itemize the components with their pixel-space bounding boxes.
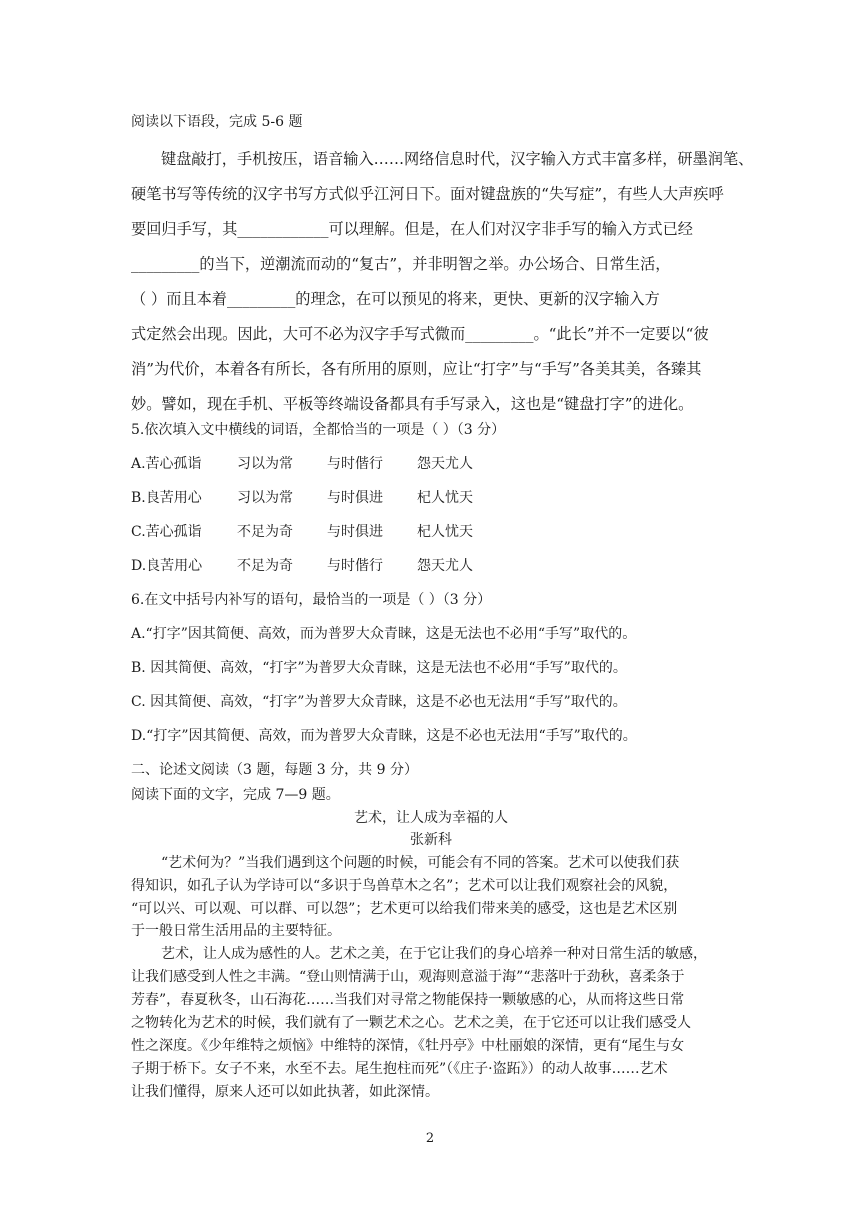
option-label: B.良苦用心 <box>131 490 202 506</box>
option-word: 杞人忧天 <box>417 524 473 540</box>
question-6-option-b: B. 因其简便、高效，“打字”为普罗大众青睐，这是无法也不必用“手写”取代的。 <box>131 660 627 676</box>
article-title: 艺术，让人成为幸福的人 <box>354 810 508 826</box>
article-author: 张新科 <box>410 832 452 848</box>
option-word: 与时偕行 <box>327 558 383 574</box>
passage-line: （ ）而且本着_________的理念，在可以预见的将来，更快、更新的汉字输入方 <box>131 290 660 308</box>
passage-line: _________的当下，逆潮流而动的“复古”，并非明智之举。办公场合、日常生活， <box>131 255 671 273</box>
passage-line: 要回归手写，其____________可以理解。但是，在人们对汉字非手写的输入方式已经 <box>131 220 693 238</box>
passage-line: 性之深度。《少年维特之烦恼》中维特的深情，《牡丹亭》中杜丽娘的深情，更有“尾生与女 <box>131 1038 685 1054</box>
passage-line: 之物转化为艺术的时候，我们就有了一颗艺术之心。艺术之美，在于它还可以让我们感受人 <box>131 1015 691 1031</box>
section-intro: 阅读下面的文字，完成 7—9 题。 <box>131 787 340 803</box>
option-label: A.苦心孤诣 <box>131 456 202 472</box>
passage-line: “艺术何为？”当我们遇到这个问题的时候，可能会有不同的答案。艺术可以使我们获 <box>161 855 680 871</box>
passage-line: 于一般日常生活用品的主要特征。 <box>131 923 341 939</box>
page-number: 2 <box>425 1131 435 1146</box>
question-6-stem: 6.在文中括号内补写的语句，最恰当的一项是（ ）（3 分） <box>131 592 492 608</box>
passage-line: “可以兴、可以观、可以群、可以怨”；艺术更可以给我们带来美的感受，这也是艺术区别 <box>131 901 678 917</box>
passage-line: 子期于桥下。女子不来，水至不去。尾生抱柱而死”（《庄子·盗跖》）的动人故事……艺术 <box>131 1061 668 1077</box>
passage-line: 让我们懂得，原来人还可以如此执著，如此深情。 <box>131 1084 439 1100</box>
option-word: 与时俱进 <box>327 524 383 540</box>
option-word: 习以为常 <box>237 456 293 472</box>
passage-line: 艺术，让人成为感性的人。艺术之美，在于它让我们的身心培养一种对日常生活的敏感， <box>161 946 707 962</box>
question-5-option-a <box>131 453 731 473</box>
passage-line: 式定然会出现。因此，大可不必为汉字手写式微而_________。“此长”并不一定要以“彼 <box>131 325 709 343</box>
passage-line: 键盘敲打，手机按压，语音输入……网络信息时代，汉字输入方式丰富多样，研墨润笔、 <box>161 150 754 168</box>
section-intro: 阅读以下语段，完成 5-6 题 <box>131 114 303 130</box>
passage-line: 硬笔书写等传统的汉字书写方式似乎江河日下。面对键盘族的“失写症”，有些人大声疾呼 <box>131 185 724 203</box>
question-5-stem: 5.依次填入文中横线的词语，全都恰当的一项是（ ）（3 分） <box>131 422 506 438</box>
option-label: D.良苦用心 <box>131 558 203 574</box>
question-5-option-b <box>131 487 731 507</box>
passage-line: 得知识，如孔子认为学诗可以“多识于鸟兽草木之名”；艺术可以让我们观察社会的风貌， <box>131 878 678 894</box>
question-5-option-c <box>131 521 731 541</box>
question-6-option-a: A.“打字”因其简便、高效，而为普罗大众青睐，这是无法也不必用“手写”取代的。 <box>131 626 637 642</box>
section-heading: 二、论述文阅读（3 题，每题 3 分，共 9 分） <box>131 762 418 778</box>
option-word: 不足为奇 <box>237 524 293 540</box>
passage-line: 妙。譬如，现在手机、平板等终端设备都具有手写录入，这也是“键盘打字”的进化。 <box>131 395 694 413</box>
option-word: 与时俱进 <box>327 490 383 506</box>
option-word: 怨天尤人 <box>417 558 473 574</box>
option-word: 杞人忧天 <box>417 490 473 506</box>
option-word: 怨天尤人 <box>417 456 473 472</box>
option-word: 与时偕行 <box>327 456 383 472</box>
option-label: C.苦心孤诣 <box>131 524 202 540</box>
question-6-option-c: C. 因其简便、高效，“打字”为普罗大众青睐，这是不必也无法用“手写”取代的。 <box>131 694 627 710</box>
question-5-option-d <box>131 555 731 575</box>
question-6-option-d: D.“打字”因其简便、高效，而为普罗大众青睐，这是不必也无法用“手写”取代的。 <box>131 728 637 744</box>
passage-line: 让我们感受到人性之丰满。“登山则情满于山，观海则意溢于海”“悲落叶于劲秋，喜柔条于 <box>131 969 685 985</box>
passage-line: 芳春”，春夏秋冬，山石海花……当我们对寻常之物能保持一颗敏感的心，从而将这些日常 <box>131 992 685 1008</box>
option-word: 不足为奇 <box>237 558 293 574</box>
option-word: 习以为常 <box>237 490 293 506</box>
passage-line: 消”为代价，本着各有所长，各有所用的原则，应让“打字”与“手写”各美其美，各臻其 <box>131 360 702 378</box>
